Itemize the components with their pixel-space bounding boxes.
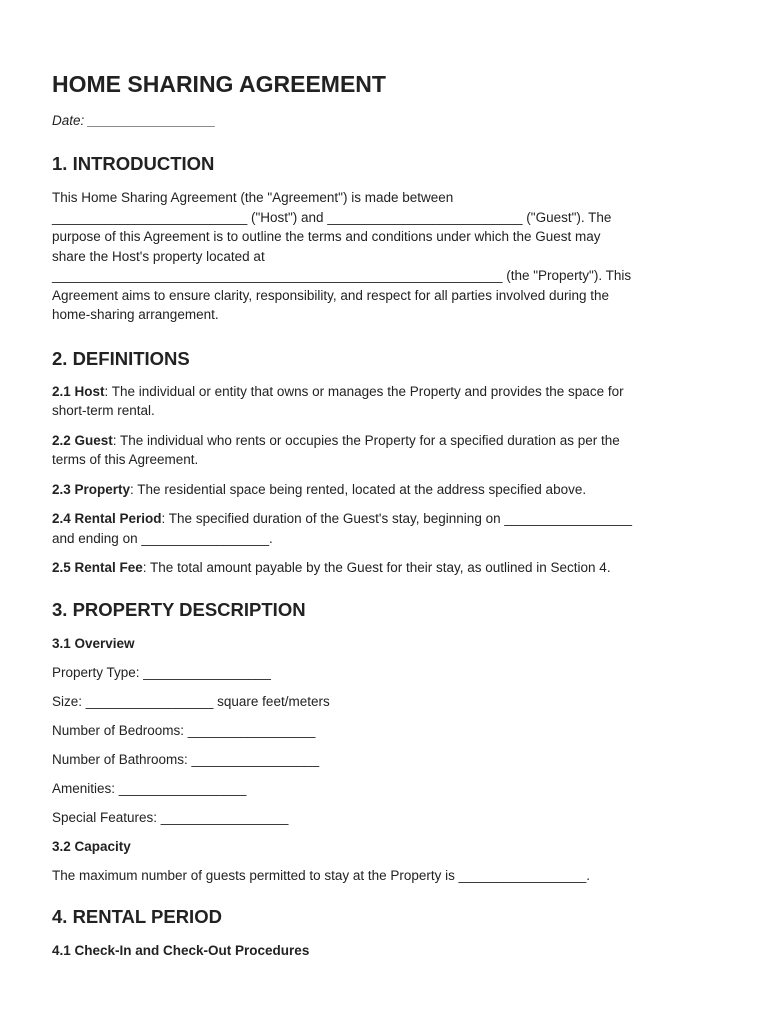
definition-text: : The specified duration of the Guest's stay, beginning on _________________: [161, 511, 632, 526]
capacity-text: The maximum number of guests permitted to stay at the Property is _________________.: [52, 867, 591, 883]
date-field: Date: _________________: [52, 113, 216, 128]
section-heading-definitions: 2. DEFINITIONS: [52, 347, 190, 369]
intro-line: __________________________ ("Host") and __________________________ ("Guest"). The: [52, 209, 612, 225]
bathrooms-field: Number of Bathrooms: _________________: [52, 751, 320, 767]
definition-text: and ending on _________________.: [52, 530, 273, 546]
intro-line: share the Host's property located at: [52, 248, 265, 264]
definition-text: : The individual who rents or occupies the Property for a specified duration as per the: [112, 432, 620, 448]
definition-rental-fee: [52, 558, 724, 578]
bedrooms-field: Number of Bedrooms: _________________: [52, 722, 316, 738]
intro-line: purpose of this Agreement is to outline the terms and conditions under which the Guest may: [52, 229, 601, 244]
definition-text: : The individual or entity that owns or manages the Property and provides the space for: [104, 383, 624, 399]
intro-line: home-sharing arrangement.: [52, 307, 219, 322]
definition-text: : The total amount payable by the Guest for their stay, as outlined in Section 4.: [142, 560, 611, 575]
document-title: HOME SHARING AGREEMENT: [52, 71, 386, 97]
definition-term: 2.2 Guest: [52, 432, 113, 448]
sub-heading-check-in-out: 4.1 Check-In and Check-Out Procedures: [52, 942, 310, 958]
definition-property: [52, 480, 724, 500]
intro-line: ____________________________________________________________ (the "Property"). This: [52, 268, 632, 283]
definition-text: terms of this Agreement.: [52, 452, 199, 467]
definition-text: short-term rental.: [52, 403, 155, 418]
section-heading-property-description: 3. PROPERTY DESCRIPTION: [52, 598, 306, 620]
amenities-field: Amenities: _________________: [52, 780, 247, 796]
definition-term: 2.4 Rental Period: [52, 511, 162, 526]
sub-heading-overview: 3.1 Overview: [52, 635, 135, 651]
definition-term: 2.5 Rental Fee: [52, 560, 143, 575]
definition-host: [52, 382, 724, 421]
sub-heading-capacity: 3.2 Capacity: [52, 838, 131, 854]
introduction-paragraph: [52, 188, 724, 325]
section-heading-rental-period: 4. RENTAL PERIOD: [52, 905, 222, 927]
size-field: Size: _________________ square feet/meters: [52, 693, 330, 709]
definition-rental-period: [52, 509, 724, 548]
property-type-field: Property Type: _________________: [52, 664, 271, 680]
definition-text: : The residential space being rented, located at the address specified above.: [130, 481, 587, 497]
document-page: [52, 68, 724, 960]
definition-term: 2.1 Host: [52, 383, 105, 399]
definition-guest: [52, 431, 724, 470]
special-features-field: Special Features: _________________: [52, 809, 289, 825]
definition-term: 2.3 Property: [52, 481, 131, 497]
intro-line: This Home Sharing Agreement (the "Agreement") is made between: [52, 190, 454, 205]
intro-line: Agreement aims to ensure clarity, responsibility, and respect for all parties involved during the: [52, 287, 610, 303]
section-heading-introduction: 1. INTRODUCTION: [52, 153, 215, 174]
